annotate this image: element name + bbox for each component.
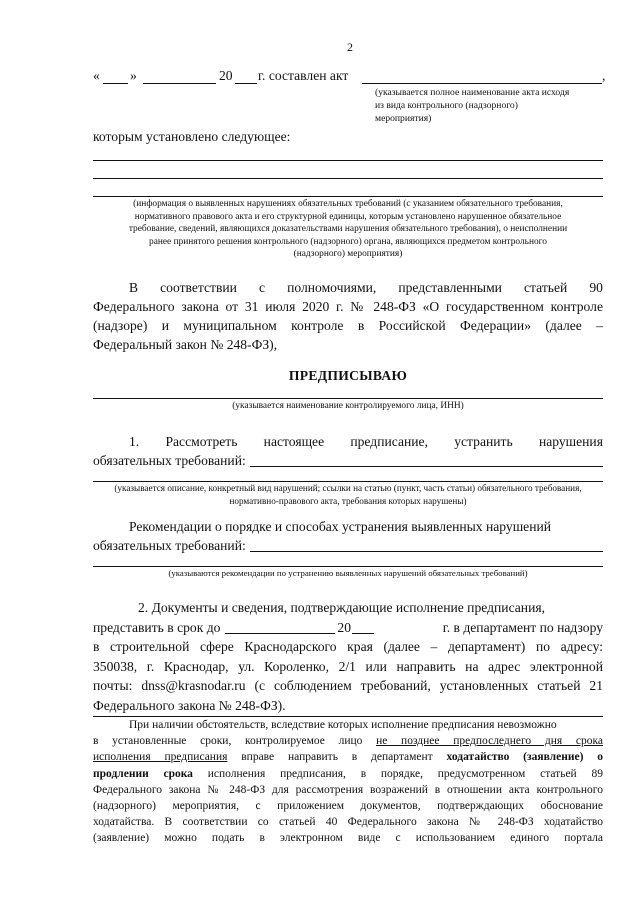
- authority-paragraph: [93, 278, 603, 354]
- item-1-line-2: обязательных требований:: [93, 451, 603, 470]
- item-2: [93, 598, 603, 715]
- act-comma: ,: [602, 68, 606, 83]
- item-2-line-4: 350038, г. Краснодар, ул. Короленко, 2/1 или направить на адрес электронной: [93, 658, 603, 674]
- footnote: [93, 717, 603, 847]
- act-hint: (указывается полное наименование акта исходя из вида контрольного (надзорного) мероприятия): [375, 87, 570, 124]
- item-1-hint: (указывается описание, конкретный вид нарушений; ссылки на статью (пункт, часть статьи) обязательного требования, нормативно-правового акта, требования которых нарушены): [114, 483, 582, 506]
- controlled-person-line: [93, 398, 603, 399]
- act-close-quote: »: [130, 68, 137, 83]
- controlled-person-hint: (указывается наименование контролируемого лица, ИНН): [232, 401, 464, 411]
- footnote-line-1: При наличии обстоятельств, вследствие которых исполнение предписания невозможно: [129, 719, 557, 731]
- page-number: 2: [347, 40, 353, 54]
- blank-line: [93, 160, 603, 161]
- deadline-blank-line: [225, 618, 335, 635]
- item-2-line-2: представить в срок до 20 г. в департамент по надзору: [93, 619, 603, 635]
- violations-hint: (информация о выявленных нарушениях обязательных требований (с указанием обязательного требования, нормативного правового акта и его структурной единицы, которым установлено нарушенное обязательное требование, сведений, являющихся доказательствами нарушения обязательного требования), о неисполнении ранее принятого решения контрольного (надзорного) органа, являющихся предметом контрольного (надзорного) мероприятия): [128, 199, 568, 259]
- act-name-blank-line: [362, 83, 602, 84]
- deadline-year-blank: [352, 618, 374, 635]
- recommendations-line-1: Рекомендации о порядке и способах устранения выявленных нарушений: [129, 519, 552, 534]
- authority-line-4: Федеральный закон № 248-ФЗ),: [93, 337, 278, 352]
- footnote-line-5: Федерального закона № 248-ФЗ для рассмотрения возражений в отношении акта контрольного: [93, 783, 603, 796]
- footnote-line-2: в установленные сроки, контролируемое лицо не позднее предпоследнего дня срока: [93, 735, 603, 748]
- recommendations-blank-line: [250, 536, 603, 552]
- footnote-line-7: ходатайства. В соответствии со статьей 40 Федерального закона № 248-ФЗ ходатайство: [93, 816, 603, 829]
- item-2-line-1: 2. Документы и сведения, подтверждающие исполнение предписания,: [138, 600, 546, 615]
- item-2-line-3: в строительной сфере Краснодарского края (далее – департамент) по адресу:: [93, 639, 603, 654]
- act-suffix: г. составлен акт: [258, 68, 349, 83]
- item-1-line-1: 1. Рассмотреть настоящее предписание, устранить нарушения: [129, 434, 603, 449]
- footnote-line-4: продлении срока исполнения предписания, в порядке, предусмотренном статьей 89: [93, 767, 603, 780]
- violations-blank-line: [250, 451, 603, 467]
- authority-line-2: Федерального закона от 31 июля 2020 г. № 248-ФЗ «О государственном контроле: [93, 299, 603, 314]
- item-2-line-5: почты: dnss@krasnodar.ru (с соблюдением требований, установленных статьей 21: [93, 678, 603, 693]
- deadline-underlined: не позднее предпоследнего дня срока: [376, 735, 603, 748]
- recommendations-hint: (указываются рекомендации по устранению выявленных нарушений обязательных требований): [168, 568, 528, 578]
- established-text: которым установлено следующее:: [93, 129, 291, 144]
- day-blank-line: [103, 83, 128, 84]
- blank-line: [93, 178, 603, 179]
- item-1: [93, 432, 603, 470]
- act-open-quote: «: [93, 68, 100, 83]
- blank-line: [93, 196, 603, 197]
- execution-underlined: исполнения предписания: [93, 751, 228, 764]
- extension-bold: продлении срока: [93, 767, 193, 780]
- footnote-line-3: исполнения предписания вправе направить в департамент ходатайство (заявление) о: [93, 751, 603, 764]
- footnote-line-6: (надзорного) мероприятия, с приложением документов, подтверждающих обоснование: [93, 800, 603, 813]
- authority-line-1: В соответствии с полномочиями, представленными статьей 90: [129, 280, 603, 295]
- footnote-line-8: (заявление) можно подать в электронном виде с использованием единого портала: [93, 832, 603, 845]
- order-title: ПРЕДПИСЫВАЮ: [288, 368, 408, 383]
- recommendations-line-2: обязательных требований:: [93, 536, 603, 555]
- authority-line-3: (надзоре) и муниципальном контроле в Российской Федерации» (далее –: [93, 318, 603, 333]
- recommendations: [93, 517, 603, 555]
- year-blank-line: [235, 83, 257, 84]
- petition-bold: ходатайство (заявление) о: [446, 751, 603, 764]
- item-2-line-6: Федерального закона № 248-ФЗ).: [93, 697, 286, 713]
- month-blank-line: [143, 83, 216, 84]
- act-year-prefix: 20: [219, 68, 233, 83]
